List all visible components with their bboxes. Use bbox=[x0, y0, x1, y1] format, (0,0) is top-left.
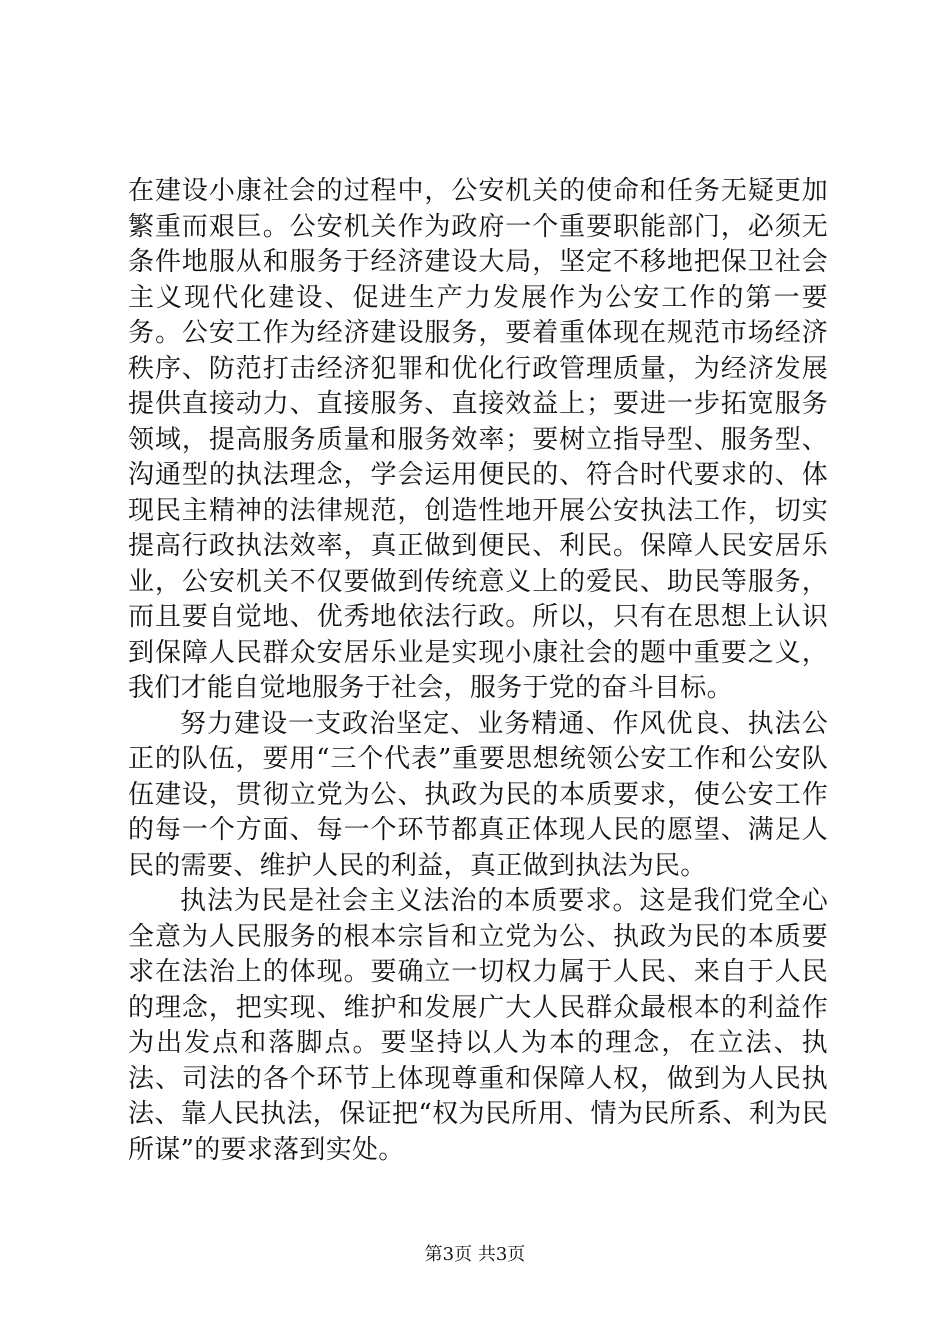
paragraph-1: 在建设小康社会的过程中，公安机关的使命和任务无疑更加繁重而艰巨。公安机关作为政府一个重要职能部门，必须无条件地服从和服务于经济建设大局，坚定不移地把保卫社会主义现代化建设、促进生产力发展作为公安工作的第一要务。公安工作为经济建设服务，要着重体现在规范市场经济秩序、防范打击经济犯罪和优化行政管理质量，为经济发展提供直接动力、直接服务、直接效益上；要进一步拓宽服务领域，提高服务质量和服务效率；要树立指导型、服务型、沟通型的执法理念，学会运用便民的、符合时代要求的、体现民主精神的法律规范，创造性地开展公安执法工作，切实提高行政执法效率，真正做到便民、利民。保障人民安居乐业，公安机关不仅要做到传统意义上的爱民、助民等服务，而且要自觉地、优秀地依法行政。所以，只有在思想上认识到保障人民群众安居乐业是实现小康社会的题中重要之义，我们才能自觉地服务于社会，服务于党的奋斗目标。 bbox=[128, 176, 828, 703]
page-number-footer: 第3页 共3页 bbox=[424, 1244, 526, 1265]
paragraph-2: 努力建设一支政治坚定、业务精通、作风优良、执法公正的队伍，要用“三个代表”重要思想统领公安工作和公安队伍建设，贯彻立党为公、执政为民的本质要求，使公安工作的每一个方面、每一个环节都真正体现人民的愿望、满足人民的需要、维护人民的利益，真正做到执法为民。 bbox=[128, 708, 828, 881]
paragraph-3: 执法为民是社会主义法治的本质要求。这是我们党全心全意为人民服务的根本宗旨和立党为公、执政为民的本质要求在法治上的体现。要确立一切权力属于人民、来自于人民的理念，把实现、维护和发展广大人民群众最根本的利益作为出发点和落脚点。要坚持以人为本的理念，在立法、执法、司法的各个环节上体现尊重和保障人权，做到为人民执法、靠人民执法，保证把“权为民所用、情为民所系、利为民所谋”的要求落到实处。 bbox=[128, 886, 828, 1165]
document-body bbox=[128, 174, 828, 1168]
